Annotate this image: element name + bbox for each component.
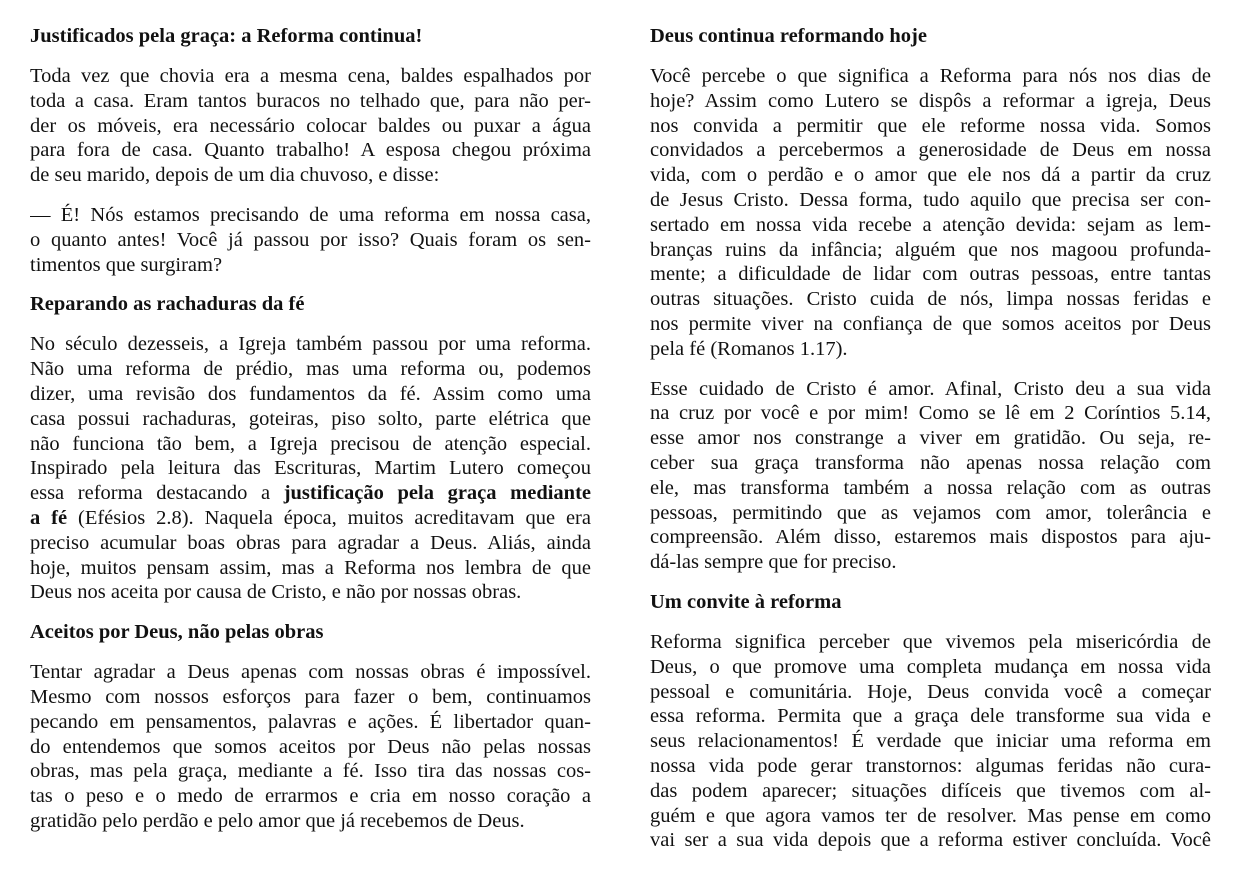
text-line: do entendemos que somos aceitos por Deus não pelas nossas bbox=[30, 735, 591, 758]
section-heading: Deus continua reformando hoje bbox=[650, 25, 927, 47]
paragraph bbox=[30, 332, 591, 605]
text-line: Esse cuidado de Cristo é amor. Afinal, Cristo deu a sua vida bbox=[650, 377, 1211, 400]
text-line: preciso acumular boas obras para agradar a Deus. Aliás, ainda bbox=[30, 531, 591, 554]
text-line: o quanto antes! Você já passou por isso? Quais foram os sen- bbox=[30, 228, 591, 251]
text-line: Não uma reforma de prédio, mas uma reforma ou, podemos bbox=[30, 358, 591, 381]
text-line: nos permite viver na confiança de que somos aceitos por Deus bbox=[650, 312, 1211, 335]
text-line: de Jesus Cristo. Dessa forma, tudo aquilo que precisa ser con- bbox=[650, 188, 1211, 211]
text-line: na cruz por você e por mim! Como se lê em 2 Coríntios 5.14, bbox=[650, 402, 1211, 425]
text-line: não funciona tão bem, a Igreja precisou de atenção especial. bbox=[30, 432, 591, 455]
text-segment: essa reforma destacando a bbox=[30, 482, 284, 505]
text-line: vida, com o perdão e o amor que ele nos dá a partir da cruz bbox=[650, 164, 1211, 187]
text-line: mente; a dificuldade de lidar com outras pessoas, entre tantas bbox=[650, 263, 1211, 286]
paragraph bbox=[650, 64, 1211, 362]
text-line: essa reforma. Permita que a graça dele transforme sua vida e bbox=[650, 705, 1211, 728]
text-line: para fora de casa. Quanto trabalho! A esposa chegou próxima bbox=[30, 139, 591, 162]
paragraph bbox=[30, 64, 591, 188]
text-line: outras situações. Cristo cuida de nós, limpa nossas feridas e bbox=[650, 288, 1211, 311]
bold-emphasis: justificação pela graça mediante bbox=[283, 482, 591, 505]
text-line: branças ruins da infância; alguém que nos magoou profunda- bbox=[650, 238, 1211, 261]
section-heading: Um convite à reforma bbox=[650, 590, 842, 613]
text-line: seus relacionamentos! É verdade que iniciar uma reforma em bbox=[650, 730, 1211, 753]
text-line: No século dezesseis, a Igreja também passou por uma reforma. bbox=[30, 333, 591, 356]
text-line: obras, mas pela graça, mediante a fé. Isso tira das nossas cos- bbox=[30, 760, 591, 783]
text-line: tas o peso e o medo de errarmos e cria em nosso coração a bbox=[30, 785, 591, 808]
text-line: convidados a percebermos a generosidade de Deus em nossa bbox=[650, 139, 1211, 162]
text-line: gratidão pelo perdão e pelo amor que já recebemos de Deus. bbox=[30, 809, 525, 832]
text-line: Mesmo com nossos esforços para fazer o bem, continuamos bbox=[30, 685, 591, 708]
text-line: pela fé (Romanos 1.17). bbox=[650, 337, 848, 360]
text-line bbox=[30, 481, 591, 506]
text-line: sertado em nossa vida recebe a atenção devida: sejam as lem- bbox=[650, 213, 1211, 236]
text-line: Tentar agradar a Deus apenas com nossas obras é impossível. bbox=[30, 661, 591, 684]
text-line: guém e que agora vamos ter de resolver. Mas pense em como bbox=[650, 804, 1211, 827]
text-line: vai ser a sua vida depois que a reforma estiver concluída. Você bbox=[650, 829, 1211, 852]
text-line: — É! Nós estamos precisando de uma reforma em nossa casa, bbox=[30, 203, 591, 226]
text-line: de seu marido, depois de um dia chuvoso, e disse: bbox=[30, 164, 440, 187]
text-line: hoje, muitos pensam assim, mas a Reforma nos lembra de que bbox=[30, 556, 591, 579]
text-line: hoje? Assim como Lutero se dispôs a reformar a igreja, Deus bbox=[650, 89, 1211, 112]
text-line: pessoal e comunitária. Hoje, Deus convida você a começar bbox=[650, 680, 1211, 703]
text-line: esse amor nos constrange a viver em gratidão. Ou seja, re- bbox=[650, 427, 1211, 450]
text-line: toda a casa. Eram tantos buracos no telhado que, para não per- bbox=[30, 89, 591, 112]
paragraph bbox=[650, 630, 1211, 853]
section-heading: Reparando as rachaduras da fé bbox=[30, 293, 305, 316]
text-line: pecando em pensamentos, palavras e ações. É libertador quan- bbox=[30, 710, 591, 733]
text-line bbox=[30, 506, 591, 531]
paragraph bbox=[650, 377, 1211, 575]
text-line: ele, mas transforma também a nossa relação com as outras bbox=[650, 476, 1211, 499]
text-line: timentos que surgiram? bbox=[30, 253, 223, 276]
text-line: Deus, o que promove uma completa mudança em nossa vida bbox=[650, 655, 1211, 678]
text-line: dá-las sempre que for preciso. bbox=[650, 551, 897, 574]
text-line: Deus nos aceita por causa de Cristo, e não por nossas obras. bbox=[30, 581, 522, 604]
text-segment: (Efésios 2.8). Naquela época, muitos acreditavam que era bbox=[67, 506, 591, 529]
text-line: casa possui rachaduras, goteiras, piso solto, parte elétrica que bbox=[30, 407, 591, 430]
text-line: Reforma significa perceber que vivemos pela misericórdia de bbox=[650, 630, 1211, 653]
bold-emphasis: a fé bbox=[30, 506, 68, 529]
text-line: Inspirado pela leitura das Escrituras, Martim Lutero começou bbox=[30, 457, 591, 480]
text-line: compreensão. Além disso, estaremos mais dispostos para aju- bbox=[650, 526, 1211, 549]
text-line: das podem aparecer; situações difíceis que tivemos com al- bbox=[650, 779, 1211, 802]
text-line: nossa vida pode gerar transtornos: algumas feridas não cura- bbox=[650, 754, 1211, 777]
section-heading: Justificados pela graça: a Reforma continua! bbox=[30, 25, 423, 47]
paragraph bbox=[30, 660, 591, 834]
text-line: pessoas, permitindo que as vejamos com amor, tolerância e bbox=[650, 501, 1211, 524]
text-line: ceber sua graça transforma não apenas nossa relação com bbox=[650, 451, 1211, 474]
left-column bbox=[30, 24, 591, 849]
paragraph bbox=[30, 203, 591, 277]
text-line: der os móveis, era necessário colocar baldes ou puxar a água bbox=[30, 114, 591, 137]
section-heading: Aceitos por Deus, não pelas obras bbox=[30, 621, 324, 644]
text-line: Toda vez que chovia era a mesma cena, baldes espalhados por bbox=[30, 65, 591, 87]
text-line: nos convida a permitir que ele reforme nossa vida. Somos bbox=[650, 114, 1211, 137]
text-line: Você percebe o que significa a Reforma para nós nos dias de bbox=[650, 65, 1211, 87]
text-line: dizer, uma revisão dos fundamentos da fé. Assim como uma bbox=[30, 382, 591, 405]
right-column bbox=[650, 24, 1211, 868]
